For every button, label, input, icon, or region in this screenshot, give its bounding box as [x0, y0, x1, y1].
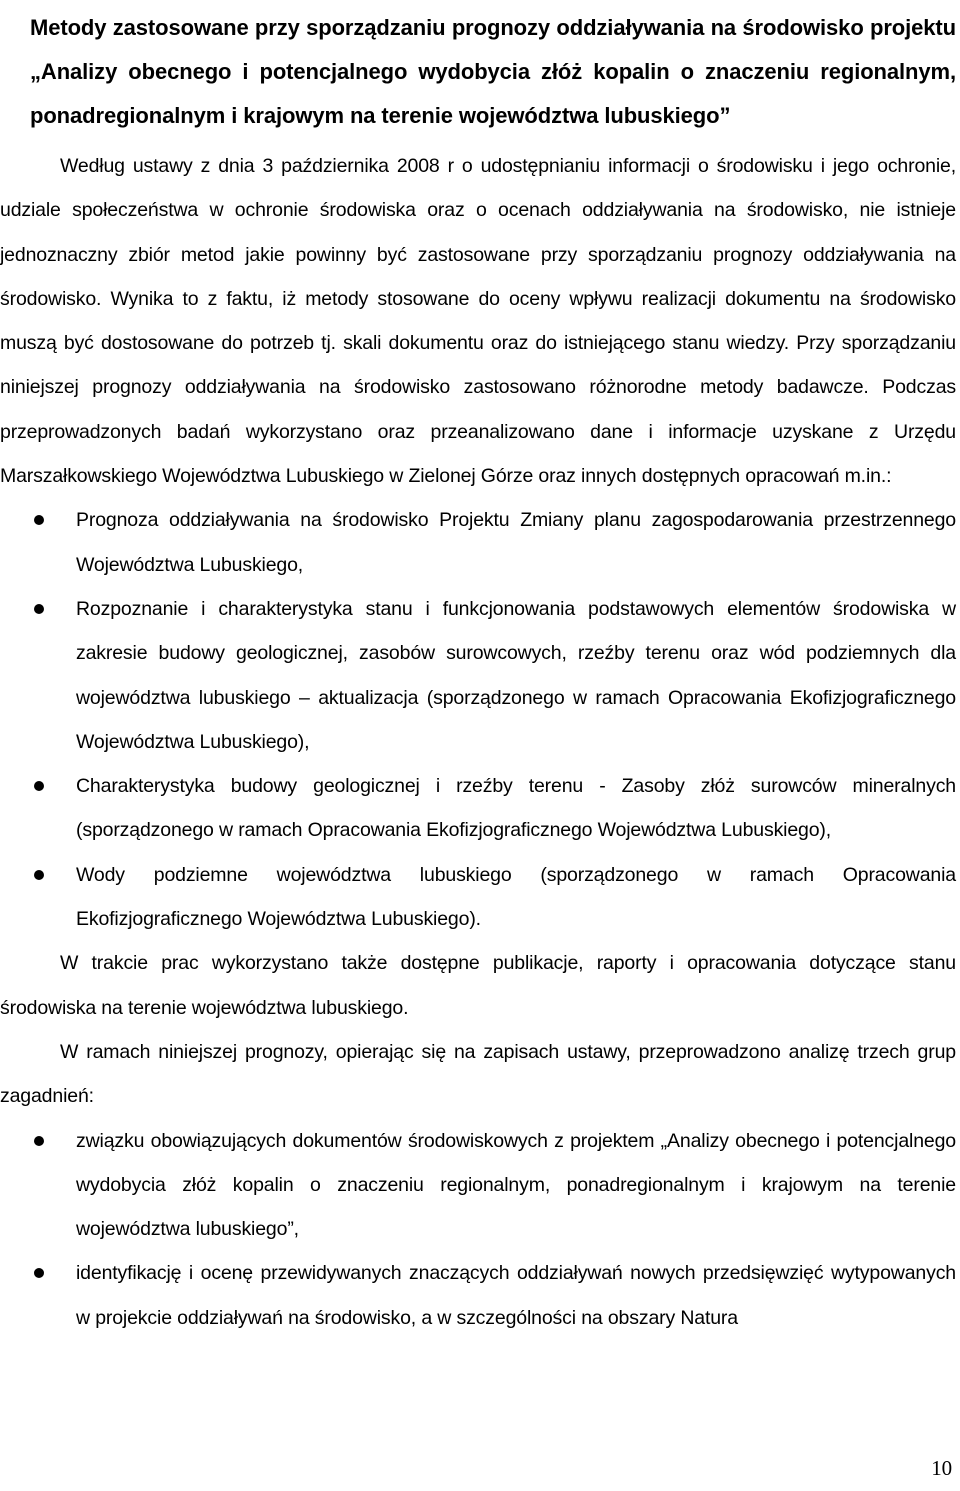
list-item [0, 1251, 956, 1340]
list-item-text: Rozpoznanie i charakterystyka stanu i funkcjonowania podstawowych elementów środowiska w zakresie budowy geologicznej, zasobów surowcowych, rzeźby terenu oraz wód podziemnych dla województwa lubuskiego – aktualizacja (sporządzonego w ramach Opracowania Ekofizjograficznego Województwa Lubuskiego), [76, 597, 956, 753]
bullet-icon [34, 781, 44, 791]
paragraph-publications: W trakcie prac wykorzystano także dostępne publikacje, raporty i opracowania dotyczące stanu środowiska na terenie województwa lubuskiego. [0, 952, 956, 1019]
page-number: 10 [931, 1456, 952, 1480]
list-item-text: Prognoza oddziaływania na środowisko Projektu Zmiany planu zagospodarowania przestrzennego Województwa Lubuskiego, [76, 509, 956, 576]
bullet-icon [34, 604, 44, 614]
bullet-icon [34, 870, 44, 880]
bullet-icon [34, 515, 44, 525]
list-item [0, 1119, 956, 1252]
section-title: Metody zastosowane przy sporządzaniu prognozy oddziaływania na środowisko projektu „Analizy obecnego i potencjalnego wydobycia złóż kopalin o znaczeniu regionalnym, ponadregionalnym i krajowym na terenie województwa lubuskiego” [30, 15, 956, 128]
list-item [0, 587, 956, 764]
sources-list [0, 498, 956, 941]
list-item-text: identyfikację i ocenę przewidywanych znaczących oddziaływań nowych przedsięwzięć wytypowanych w projekcie oddziaływań na środowisko, a w szczególności na obszary Natura [76, 1262, 956, 1329]
list-item-text: Charakterystyka budowy geologicznej i rzeźby terenu - Zasoby złóż surowców mineralnych (sporządzonego w ramach Opracowania Ekofizjograficznego Województwa Lubuskiego), [76, 775, 956, 842]
issues-list [0, 1119, 956, 1340]
section-number [0, 6, 30, 50]
paragraph-methods: Według ustawy z dnia 3 października 2008 r o udostępnianiu informacji o środowisku i jego ochronie, udziale społeczeństwa w ochronie środowiska oraz o ocenach oddziaływania na środowisko, nie istnieje jednoznaczny zbiór metod jakie powinny być zastosowane przy sporządzaniu prognozy oddziaływania na środowisko. Wynika to z faktu, iż metody stosowane do oceny wpływu realizacji dokumentu na środowisko muszą być dostosowane do potrzeb tj. skali dokumentu oraz do istniejącego stanu wiedzy. Przy sporządzaniu niniejszej prognozy oddziaływania na środowisko zastosowano różnorodne metody badawcze. Podczas przeprowadzonych badań wykorzystano oraz przeanalizowano dane i informacje uzyskane z Urzędu Marszałkowskiego Województwa Lubuskiego w Zielonej Górze oraz innych dostępnych opracowań m.in.: [0, 155, 956, 488]
list-item [0, 764, 956, 853]
list-item [0, 498, 956, 587]
bullet-icon [34, 1268, 44, 1278]
list-item-text: związku obowiązujących dokumentów środowiskowych z projektem „Analizy obecnego i potencjalnego wydobycia złóż kopalin o znaczeniu regionalnym, ponadregionalnym i krajowym na terenie województwa lubuskiego”, [76, 1129, 956, 1241]
section-heading [0, 0, 956, 138]
bullet-icon [34, 1136, 44, 1146]
list-item [0, 853, 956, 942]
paragraph-analysis-groups: W ramach niniejszej prognozy, opierając się na zapisach ustawy, przeprowadzono analizę trzech grup zagadnień: [0, 1040, 956, 1108]
list-item-text: Wody podziemne województwa lubuskiego (sporządzonego w ramach Opracowania Ekofizjograficznego Województwa Lubuskiego). [76, 863, 956, 931]
